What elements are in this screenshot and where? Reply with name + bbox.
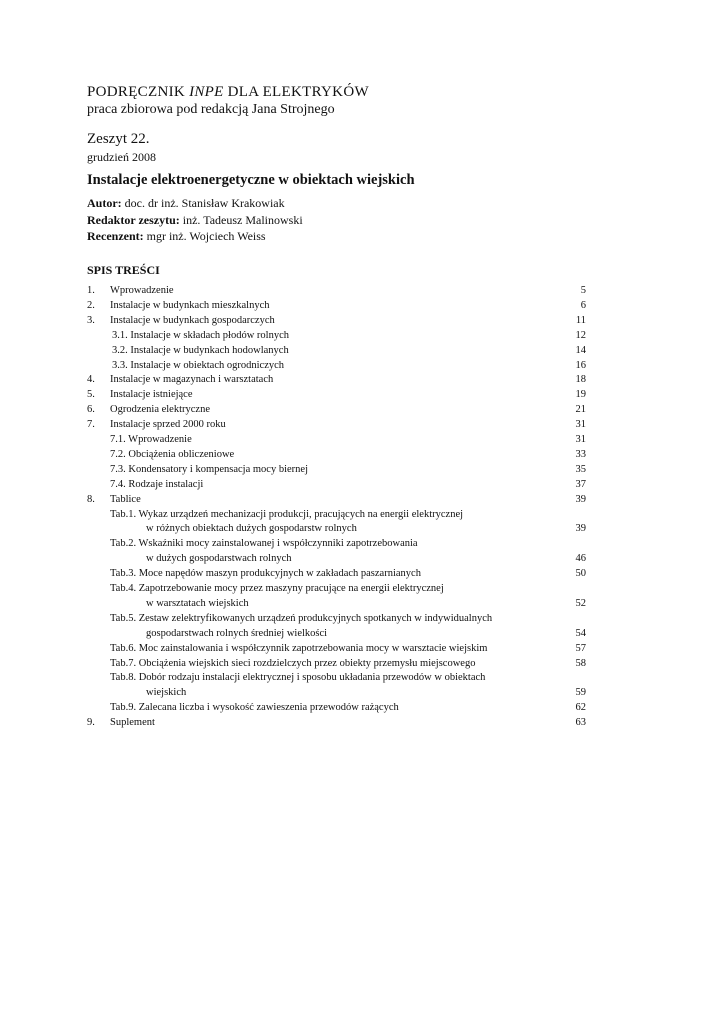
series-prefix: PODRĘCZNIK (87, 84, 190, 100)
toc-entry-page: 33 (575, 448, 586, 460)
toc-entry-number: 2. (87, 299, 95, 311)
toc-entry (0, 299, 724, 313)
toc-entry (0, 642, 724, 656)
credit-label: Redaktor zeszytu: (87, 212, 180, 227)
toc-entry-page: 12 (575, 329, 586, 341)
toc-entry-title: Instalacje w budynkach mieszkalnych (110, 299, 270, 311)
toc-entry-title: wiejskich (146, 687, 187, 699)
toc-entry-title: w warsztatach wiejskich (146, 597, 249, 609)
toc-entry-title: 7.1. Wprowadzenie (110, 434, 192, 445)
toc-entry-title: w różnych obiektach dużych gospodarstw rolnych (146, 523, 357, 535)
toc-entry-page: 16 (575, 359, 586, 371)
toc-entry-title: 7.3. Kondensatory i kompensacja mocy biernej (110, 463, 308, 475)
toc-entry (0, 508, 724, 522)
toc-entry-page: 46 (575, 553, 586, 565)
toc-entry (0, 314, 724, 328)
toc-entry-page: 39 (575, 523, 586, 535)
toc-entry-title: Instalacje istniejące (110, 389, 193, 401)
toc-entry-title: 7.2. Obciążenia obliczeniowe (110, 448, 235, 460)
toc-entry-page: 57 (575, 642, 586, 654)
toc-entry-page: 58 (575, 657, 586, 669)
toc-entry-title: Tab.5. Zestaw zelektryfikowanych urządzeń produkcyjnych spotkanych w indywidualnych (110, 612, 493, 624)
toc-entry-page: 18 (575, 374, 586, 386)
toc-entry-title: Tablice (110, 493, 141, 505)
toc-entry-page: 6 (580, 299, 586, 311)
toc-entry (0, 359, 724, 373)
toc-entry (0, 701, 724, 715)
toc-entry (0, 671, 724, 685)
toc-entry (0, 418, 724, 432)
toc-entry-page: 59 (575, 687, 586, 699)
toc-entry-title: Tab.7. Obciążenia wiejskich sieci rozdzielczych przez obiekty przemysłu miejscowego (110, 657, 476, 669)
toc-entry (0, 716, 724, 730)
toc-entry-title: Instalacje w magazynach i warsztatach (110, 374, 274, 386)
toc-heading: SPIS TREŚCI (87, 263, 160, 277)
toc-entry-title: Tab.9. Zalecana liczba i wysokość zawieszenia przewodów rażących (110, 702, 399, 714)
credit-value: inż. Tadeusz Malinowski (179, 212, 303, 227)
toc-entry-title: Instalacje w budynkach gospodarczych (110, 314, 275, 326)
toc-entry (0, 403, 724, 417)
toc-entry (0, 522, 724, 536)
toc-entry-page: 54 (575, 627, 586, 639)
document-title: Instalacje elektroenergetyczne w obiektach wiejskich (87, 172, 415, 188)
toc-entry (0, 537, 724, 551)
toc-entry (0, 448, 724, 462)
toc-entry (0, 582, 724, 596)
toc-entry-number: 9. (87, 717, 95, 729)
toc-entry-page: 21 (575, 404, 586, 416)
toc-entry (0, 478, 724, 492)
toc-entry-title: Suplement (110, 717, 155, 729)
toc-entry-page: 31 (575, 419, 586, 431)
toc-entry-number: 8. (87, 493, 95, 505)
toc-entry (0, 284, 724, 298)
issue-number: Zeszyt 22. (87, 131, 150, 147)
toc-entry-page: 52 (575, 597, 586, 609)
toc-entry (0, 567, 724, 581)
series-suffix: DLA ELEKTRYKÓW (223, 84, 369, 100)
toc-entry-number: 5. (87, 389, 95, 401)
toc-entry-page: 5 (580, 285, 586, 296)
toc-entry (0, 388, 724, 402)
toc-entry-title: gospodarstwach rolnych średniej wielkości (146, 627, 328, 639)
toc-entry-number: 7. (87, 419, 95, 431)
toc-entry-page: 11 (575, 314, 586, 326)
toc-entry-title: Instalacje sprzed 2000 roku (110, 419, 226, 431)
toc-entry-title: w dużych gospodarstwach rolnych (146, 553, 292, 565)
toc-entry-number: 3. (87, 314, 95, 326)
toc-entry-number: 4. (87, 374, 95, 386)
toc-entry-title: Tab.1. Wykaz urządzeń mechanizacji produkcji, pracujących na energii elektrycznej (110, 508, 464, 520)
toc-entry-title: Tab.3. Moce napędów maszyn produkcyjnych w zakładach paszarnianych (110, 568, 421, 580)
toc-entry-page: 50 (575, 568, 586, 580)
toc-entry-number: 1. (87, 285, 95, 296)
toc-entry-title: Tab.2. Wskaźniki mocy zainstalowanej i współczynniki zapotrzebowania (110, 538, 418, 550)
toc-entry (0, 329, 724, 343)
toc-entry-page: 63 (575, 717, 586, 729)
toc-entry-page: 37 (575, 478, 586, 490)
toc-entry (0, 612, 724, 626)
toc-entry-title: Tab.6. Moc zainstalowania i współczynnik zapotrzebowania mocy w warsztacie wiejskim (110, 642, 488, 654)
toc-entry-title: 7.4. Rodzaje instalacji (110, 478, 204, 490)
credit-label: Recenzent: (87, 229, 144, 243)
toc-entry-page: 39 (575, 493, 586, 505)
toc-entry (0, 552, 724, 566)
toc-entry-title: Tab.4. Zapotrzebowanie mocy przez maszyny pracujące na energii elektrycznej (110, 583, 444, 594)
toc-entry-title: 3.2. Instalacje w budynkach hodowlanych (112, 344, 289, 356)
credit-value: doc. dr inż. Stanisław Krakowiak (121, 196, 285, 210)
toc-entry-title: Ogrodzenia elektryczne (110, 404, 210, 416)
toc-entry-page: 62 (575, 702, 586, 714)
toc-entry-page: 14 (575, 344, 586, 356)
toc-entry (0, 686, 724, 700)
toc-entry (0, 344, 724, 358)
toc-entry-title: 3.1. Instalacje w składach płodów rolnych (112, 329, 289, 341)
toc-entry (0, 463, 724, 477)
editor-line: praca zbiorowa pod redakcją Jana Strojnego (87, 102, 335, 117)
toc-entry (0, 597, 724, 611)
toc-entry-title: 3.3. Instalacje w obiektach ogrodniczych (112, 359, 285, 371)
issue-date: grudzień 2008 (87, 150, 156, 164)
toc-entry-title: Tab.8. Dobór rodzaju instalacji elektrycznej i sposobu układania przewodów w obiektach (110, 672, 486, 684)
toc-entry (0, 657, 724, 671)
credit-value: mgr inż. Wojciech Weiss (143, 229, 266, 243)
toc-entry-page: 31 (575, 434, 586, 445)
toc-entry (0, 433, 724, 447)
series-italic: INPE (189, 84, 224, 100)
toc-entry-page: 35 (575, 463, 586, 475)
toc-entry (0, 373, 724, 387)
toc-entry (0, 627, 724, 641)
toc-entry-title: Wprowadzenie (110, 285, 174, 296)
credit-label: Autor: (87, 196, 122, 210)
toc-entry-number: 6. (87, 404, 95, 416)
toc-entry-page: 19 (575, 389, 586, 401)
toc-entry (0, 493, 724, 507)
